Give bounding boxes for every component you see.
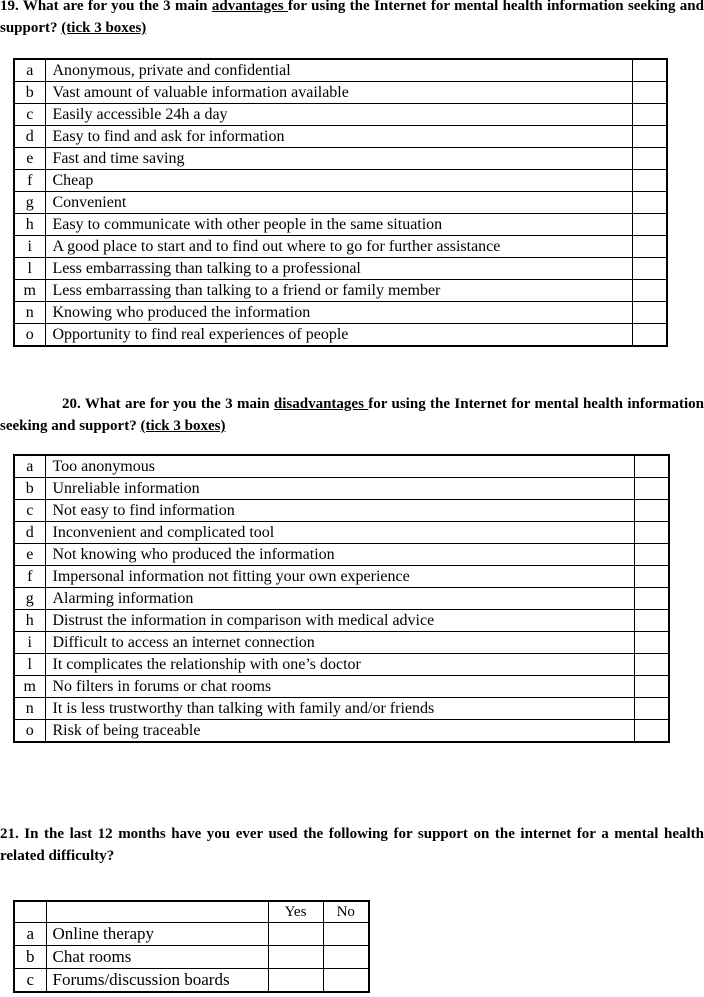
option-letter: d — [14, 126, 45, 148]
support-usage-table — [13, 900, 370, 993]
tick-box[interactable] — [632, 324, 667, 347]
tick-box[interactable] — [632, 126, 667, 148]
option-text: Risk of being traceable — [45, 720, 634, 743]
q19-option-row — [14, 148, 667, 170]
option-text: Not knowing who produced the information — [45, 544, 634, 566]
option-letter: i — [14, 632, 45, 654]
option-letter: l — [14, 258, 45, 280]
option-text: Less embarrassing than talking to a professional — [45, 258, 632, 280]
option-text: Alarming information — [45, 588, 634, 610]
disadvantages-rows — [14, 455, 669, 742]
option-letter: c — [14, 104, 45, 126]
option-text: Vast amount of valuable information available — [45, 82, 632, 104]
option-letter: f — [14, 170, 45, 192]
option-letter: h — [14, 214, 45, 236]
yes-header: Yes — [268, 901, 323, 923]
question-19 — [0, 0, 704, 39]
option-text: Unreliable information — [45, 478, 634, 500]
option-text: Online therapy — [46, 923, 268, 946]
q19-option-row — [14, 302, 667, 324]
option-text: Anonymous, private and confidential — [45, 59, 632, 82]
q20-option-row — [14, 610, 669, 632]
q20-option-row — [14, 676, 669, 698]
option-letter: c — [14, 969, 46, 993]
support-usage-row — [14, 946, 369, 969]
option-letter: g — [14, 588, 45, 610]
tick-box[interactable] — [634, 698, 669, 720]
option-text: Not easy to find information — [45, 500, 634, 522]
disadvantages-table — [13, 454, 670, 743]
option-text: Less embarrassing than talking to a friend or family member — [45, 280, 632, 302]
support-usage-row — [14, 923, 369, 946]
question-20-keyword: disadvantages — [273, 396, 369, 412]
option-letter: n — [14, 698, 45, 720]
yes-box[interactable] — [268, 923, 323, 946]
option-letter: a — [14, 455, 45, 478]
question-19-rest: for using the Internet for mental health information seeking and support? — [0, 0, 704, 36]
question-21 — [0, 823, 704, 867]
option-letter: i — [14, 236, 45, 258]
tick-box[interactable] — [634, 588, 669, 610]
option-text: Distrust the information in comparison with medical advice — [45, 610, 634, 632]
q19-option-row — [14, 126, 667, 148]
tick-box[interactable] — [634, 632, 669, 654]
q20-option-row — [14, 544, 669, 566]
option-letter: g — [14, 192, 45, 214]
option-letter: a — [14, 59, 45, 82]
question-19-instruction: (tick 3 boxes) — [61, 20, 147, 36]
header-blank-letter — [14, 901, 46, 923]
tick-box[interactable] — [634, 610, 669, 632]
option-text: Too anonymous — [45, 455, 634, 478]
option-text: Chat rooms — [46, 946, 268, 969]
option-text: Opportunity to find real experiences of people — [45, 324, 632, 347]
option-text: Cheap — [45, 170, 632, 192]
q19-option-row — [14, 59, 667, 82]
tick-box[interactable] — [634, 544, 669, 566]
tick-box[interactable] — [634, 500, 669, 522]
q20-option-row — [14, 720, 669, 743]
q20-option-row — [14, 654, 669, 676]
yes-box[interactable] — [268, 969, 323, 993]
option-text: It is less trustworthy than talking with family and/or friends — [45, 698, 634, 720]
support-usage-row — [14, 969, 369, 993]
option-text: Impersonal information not fitting your own experience — [45, 566, 634, 588]
option-letter: m — [14, 280, 45, 302]
tick-box[interactable] — [632, 302, 667, 324]
option-letter: e — [14, 148, 45, 170]
q20-option-row — [14, 698, 669, 720]
option-letter: b — [14, 946, 46, 969]
no-box[interactable] — [323, 923, 369, 946]
q19-option-row — [14, 170, 667, 192]
tick-box[interactable] — [632, 214, 667, 236]
tick-box[interactable] — [634, 654, 669, 676]
tick-box[interactable] — [634, 720, 669, 743]
q20-option-row — [14, 478, 669, 500]
option-letter: e — [14, 544, 45, 566]
option-letter: f — [14, 566, 45, 588]
yes-box[interactable] — [268, 946, 323, 969]
option-text: Easily accessible 24h a day — [45, 104, 632, 126]
no-box[interactable] — [323, 946, 369, 969]
option-text: A good place to start and to find out where to go for further assistance — [45, 236, 632, 258]
option-text: Convenient — [45, 192, 632, 214]
q19-option-row — [14, 104, 667, 126]
tick-box[interactable] — [632, 104, 667, 126]
q19-option-row — [14, 280, 667, 302]
advantages-table — [13, 58, 668, 347]
option-letter: n — [14, 302, 45, 324]
q19-option-row — [14, 236, 667, 258]
option-text: It complicates the relationship with one’s doctor — [45, 654, 634, 676]
tick-box[interactable] — [634, 478, 669, 500]
option-text: Difficult to access an internet connection — [45, 632, 634, 654]
q20-option-row — [14, 455, 669, 478]
tick-box[interactable] — [632, 280, 667, 302]
tick-box[interactable] — [634, 566, 669, 588]
option-letter: o — [14, 720, 45, 743]
question-19-keyword: advantages — [211, 0, 288, 14]
q20-option-row — [14, 588, 669, 610]
option-letter: d — [14, 522, 45, 544]
q19-option-row — [14, 82, 667, 104]
question-20-prefix: 20. What are for you the 3 main — [62, 396, 274, 412]
tick-box[interactable] — [632, 170, 667, 192]
tick-box[interactable] — [632, 148, 667, 170]
q20-option-row — [14, 566, 669, 588]
tick-box[interactable] — [634, 455, 669, 478]
option-letter: o — [14, 324, 45, 347]
option-letter: b — [14, 478, 45, 500]
question-21-text: 21. In the last 12 months have you ever used the following for support on the internet for a mental health related difficulty? — [0, 826, 704, 864]
option-letter: b — [14, 82, 45, 104]
no-header: No — [323, 901, 369, 923]
option-letter: c — [14, 500, 45, 522]
advantages-rows — [14, 59, 667, 346]
question-20 — [0, 393, 704, 437]
option-text: Fast and time saving — [45, 148, 632, 170]
q19-option-row — [14, 258, 667, 280]
option-letter: m — [14, 676, 45, 698]
q19-option-row — [14, 324, 667, 347]
option-text: Knowing who produced the information — [45, 302, 632, 324]
question-19-prefix: 19. What are for you the 3 main — [0, 0, 212, 14]
support-usage-rows — [14, 901, 369, 992]
option-letter: l — [14, 654, 45, 676]
option-text: Inconvenient and complicated tool — [45, 522, 634, 544]
option-text: Easy to find and ask for information — [45, 126, 632, 148]
option-letter: h — [14, 610, 45, 632]
q20-option-row — [14, 522, 669, 544]
question-20-rest: for using the Internet for mental health information seeking and support? — [0, 396, 704, 434]
header-blank-label — [46, 901, 268, 923]
support-usage-header — [14, 901, 369, 923]
no-box[interactable] — [323, 969, 369, 993]
tick-box[interactable] — [634, 676, 669, 698]
tick-box[interactable] — [632, 236, 667, 258]
option-text: No filters in forums or chat rooms — [45, 676, 634, 698]
q20-option-row — [14, 500, 669, 522]
q19-option-row — [14, 192, 667, 214]
option-letter: a — [14, 923, 46, 946]
q20-option-row — [14, 632, 669, 654]
tick-box[interactable] — [632, 59, 667, 82]
option-text: Forums/discussion boards — [46, 969, 268, 993]
tick-box[interactable] — [632, 192, 667, 214]
tick-box[interactable] — [632, 258, 667, 280]
question-20-instruction: (tick 3 boxes) — [140, 418, 226, 434]
option-text: Easy to communicate with other people in the same situation — [45, 214, 632, 236]
q19-option-row — [14, 214, 667, 236]
tick-box[interactable] — [634, 522, 669, 544]
tick-box[interactable] — [632, 82, 667, 104]
